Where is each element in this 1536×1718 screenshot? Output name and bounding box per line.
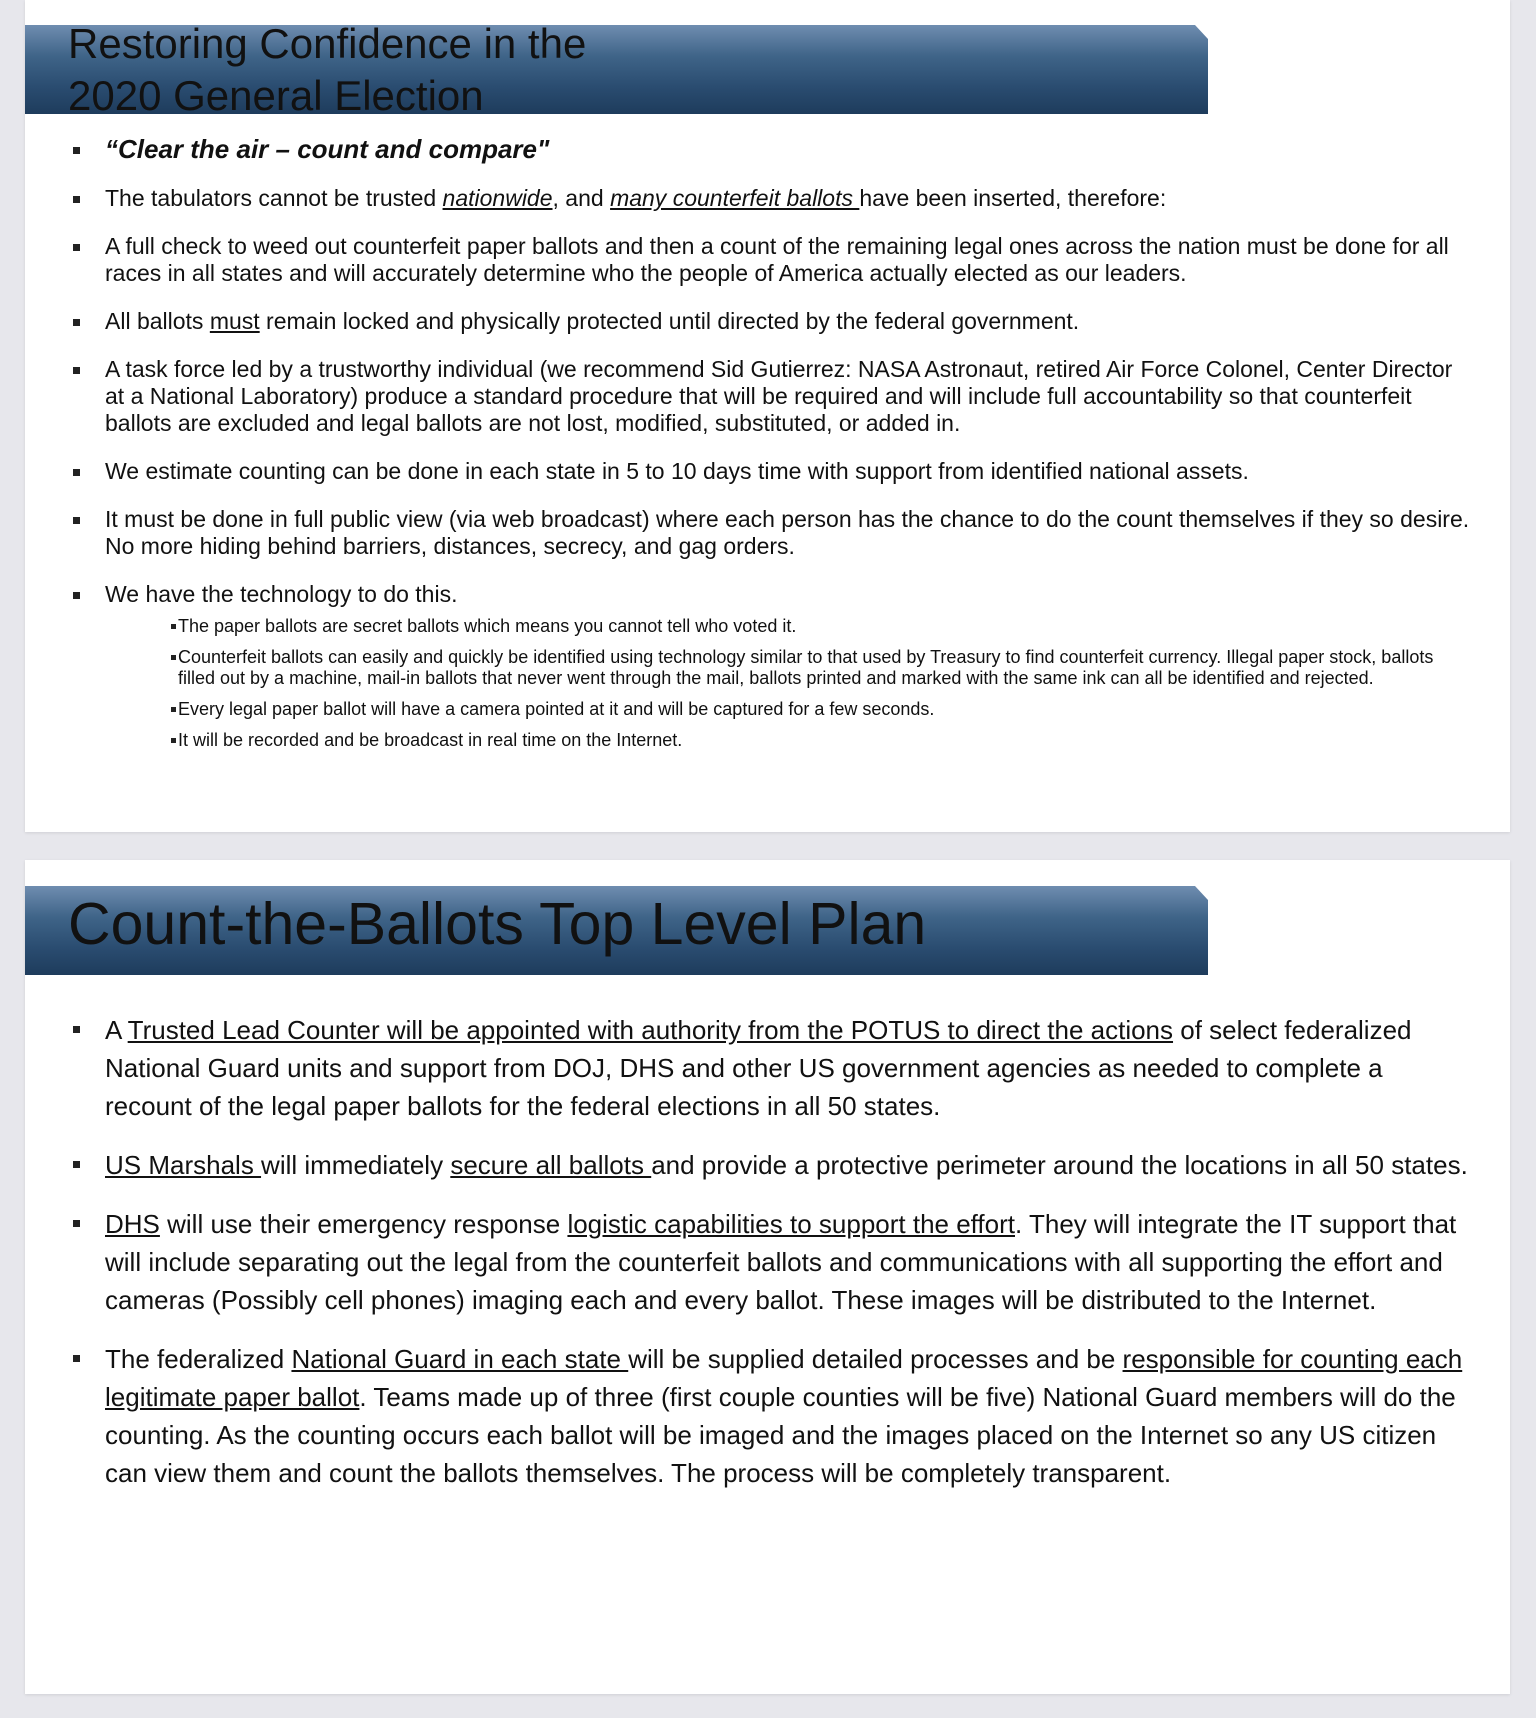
bullet-trusted-lead (25, 1011, 1510, 1125)
text-segment: The tabulators cannot be trusted (105, 185, 443, 211)
bullet-us-marshals (25, 1146, 1510, 1184)
underlined-text-logistic: logistic capabilities to support the effort (567, 1209, 1015, 1239)
text-segment: . They will integrate the IT support that will include separating out the legal from the counterfeit ballots and communications with all supporting the effort and cameras (Possibly cell phones) imaging each and every ballot. These images will be distributed to the Internet. (105, 1209, 1457, 1315)
bullet-locked-ballots (25, 308, 1510, 335)
underlined-text-marshals: US Marshals (105, 1150, 262, 1180)
underlined-text-responsible: responsible for counting each legitimate paper ballot (105, 1344, 1463, 1412)
text-segment: A (105, 1015, 128, 1045)
slide-top-level-plan (25, 860, 1510, 1694)
sub-bullet-camera: Every legal paper ballot will have a camera pointed at it and will be captured for a few seconds. (105, 699, 1470, 720)
bullet-dhs (25, 1205, 1510, 1319)
underlined-text-nationwide: nationwide (442, 185, 553, 211)
bullet-technology (25, 581, 1510, 751)
underlined-text-secure: secure all ballots (450, 1150, 652, 1180)
quote-text: “Clear the air – count and compare" (105, 134, 550, 164)
text-segment: and provide a protective perimeter around the locations in all 50 states. (651, 1150, 1468, 1180)
bullet-national-guard (25, 1340, 1510, 1492)
bullet-quote (25, 136, 1510, 164)
slide-title (68, 18, 586, 122)
bullet-full-check: A full check to weed out counterfeit paper ballots and then a count of the remaining legal ones across the nation must be done for all races in all states and will accurately determine who the people of America actually elected as our leaders. (25, 233, 1510, 287)
text-segment: . Teams made up of three (first couple counties will be five) National Guard members will do the counting. As the counting occurs each ballot will be imaged and the images placed on the Internet so any US citizen can view them and count the ballots themselves. The process will be completely transparent. (105, 1382, 1456, 1488)
sub-bullet-secret: The paper ballots are secret ballots which means you cannot tell who voted it. (105, 616, 1470, 637)
underlined-text-counterfeit: many counterfeit ballots (610, 185, 860, 211)
sub-bullet-broadcast: It will be recorded and be broadcast in real time on the Internet. (105, 730, 1470, 751)
bullet-tabulators (25, 185, 1510, 212)
text-segment: will be supplied detailed processes and be (628, 1344, 1123, 1374)
underlined-text-trusted-lead: Trusted Lead Counter will be appointed with authority from the POTUS to direct the actions (127, 1015, 1174, 1045)
bullet-list (25, 136, 1510, 772)
sub-bullet-list (105, 616, 1470, 751)
underlined-text-national-guard: National Guard in each state (291, 1344, 629, 1374)
slide-title-line-1: Restoring Confidence in the (68, 20, 587, 67)
underlined-text-dhs: DHS (105, 1209, 160, 1239)
text-segment: will use their emergency response (159, 1209, 568, 1239)
bullet-public-view: It must be done in full public view (via web broadcast) where each person has the chance to do the count themselves if they so desire. No more hiding behind barriers, distances, secrecy, and gag orders. (25, 506, 1510, 560)
text-segment: , and (552, 185, 611, 211)
text-segment: have been inserted, therefore: (859, 185, 1167, 211)
slide-title: Count-the-Ballots Top Level Plan (68, 891, 927, 957)
sub-bullet-counterfeit: Counterfeit ballots can easily and quickly be identified using technology similar to that used by Treasury to find counterfeit currency. Illegal paper stock, ballots filled out by a machine, mail-in ballots that never went through the mail, ballots printed and marked with the same ink can all be identified and rejected. (105, 647, 1470, 689)
text-segment: of select federalized National Guard units and support from DOJ, DHS and other US government agencies as needed to complete a recount of the legal paper ballots for the federal elections in all 50 states. (105, 1015, 1412, 1121)
bullet-task-force: A task force led by a trustworthy individual (we recommend Sid Gutierrez: NASA Astronaut, retired Air Force Colonel, Center Director at a National Laboratory) produce a standard procedure that will be required and will include full accountability so that counterfeit ballots are excluded and legal ballots are not lost, modified, substituted, or added in. (25, 356, 1510, 437)
text-segment: All ballots (105, 308, 210, 334)
text-segment: will immediately (261, 1150, 451, 1180)
slide-restoring-confidence (25, 0, 1510, 832)
text-segment: remain locked and physically protected until directed by the federal government. (259, 308, 1080, 334)
technology-text: We have the technology to do this. (105, 581, 458, 607)
bullet-list (25, 1011, 1510, 1513)
text-segment: The federalized (105, 1344, 292, 1374)
underlined-text-must: must (209, 308, 260, 334)
bullet-estimate: We estimate counting can be done in each state in 5 to 10 days time with support from identified national assets. (25, 458, 1510, 485)
slide-title-line-2: 2020 General Election (68, 72, 484, 119)
